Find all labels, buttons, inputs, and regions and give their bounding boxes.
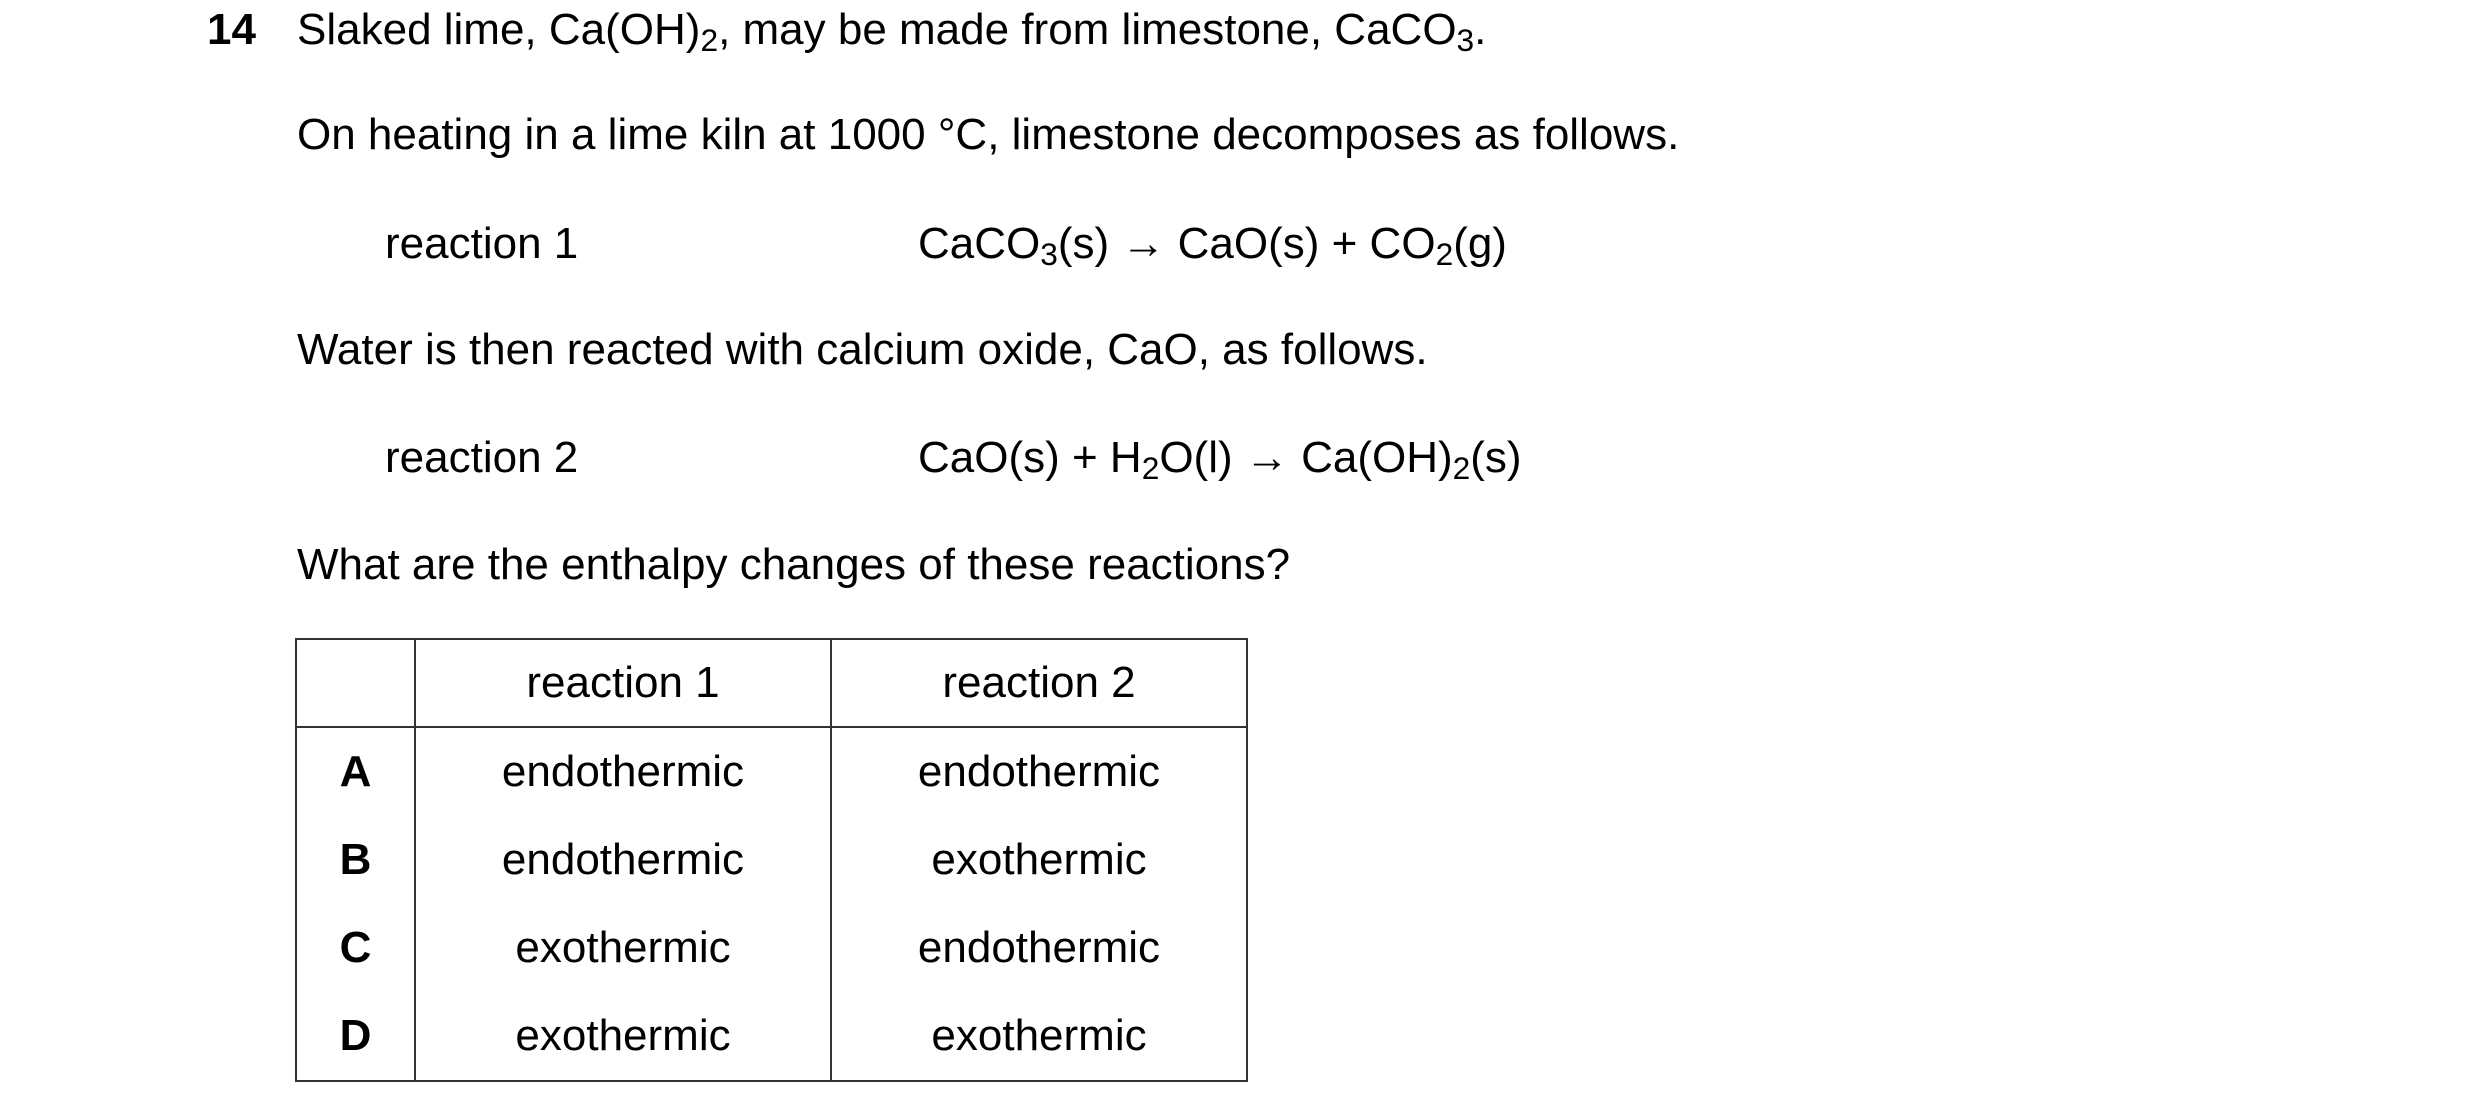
reaction-2-eq-sub-b: 2 [1452, 449, 1471, 486]
reaction-2-label: reaction 2 [385, 433, 579, 482]
reaction-1-equation [918, 219, 1507, 272]
option-reaction-2-cell: exothermic [831, 992, 1247, 1081]
options-table [295, 638, 1248, 1082]
reaction-2-equation [918, 433, 1522, 486]
option-reaction-1-cell: endothermic [415, 727, 831, 816]
header-empty-cell [296, 639, 415, 727]
option-row-d[interactable] [296, 992, 1247, 1081]
option-letter: D [296, 992, 415, 1081]
reaction-2-eq-part-a: CaO(s) + H [918, 433, 1142, 482]
intro-subscript-2: 3 [1456, 21, 1475, 58]
reaction-2-eq-part-c: (s) [1470, 433, 1522, 482]
reaction-2-eq-part-b: O(l) → Ca(OH) [1159, 433, 1453, 482]
reaction-1-label: reaction 1 [385, 219, 579, 268]
question-prompt: What are the enthalpy changes of these reactions? [297, 540, 1291, 589]
option-letter: C [296, 904, 415, 992]
header-reaction-2: reaction 2 [831, 639, 1247, 727]
option-letter: B [296, 816, 415, 904]
option-reaction-1-cell: endothermic [415, 816, 831, 904]
reaction-2-eq-sub-a: 2 [1141, 449, 1160, 486]
intro-text: Slaked lime, Ca(OH) [297, 5, 701, 54]
option-letter: A [296, 727, 415, 816]
option-reaction-1-cell: exothermic [415, 992, 831, 1081]
option-reaction-2-cell: endothermic [831, 904, 1247, 992]
reaction-1-eq-part-a: CaCO [918, 219, 1041, 268]
intro-subscript: 2 [700, 21, 719, 58]
option-row-a[interactable] [296, 727, 1247, 816]
option-reaction-1-cell: exothermic [415, 904, 831, 992]
question-number: 14 [207, 5, 256, 54]
water-text: Water is then reacted with calcium oxide, CaO, as follows. [297, 325, 1428, 374]
reaction-1-eq-part-b: (s) → CaO(s) + CO [1057, 219, 1436, 268]
reaction-1-eq-part-c: (g) [1453, 219, 1507, 268]
option-row-c[interactable] [296, 904, 1247, 992]
question-intro [297, 5, 1487, 58]
header-reaction-1: reaction 1 [415, 639, 831, 727]
intro-mid-text: , may be made from limestone, CaCO [718, 5, 1457, 54]
intro-end-text: . [1474, 5, 1487, 54]
option-reaction-2-cell: exothermic [831, 816, 1247, 904]
reaction-1-eq-sub-a: 3 [1040, 235, 1058, 272]
heating-text: On heating in a lime kiln at 1000 °C, limestone decomposes as follows. [297, 110, 1680, 159]
option-row-b[interactable] [296, 816, 1247, 904]
table-header-row [296, 639, 1247, 727]
reaction-1-eq-sub-b: 2 [1435, 235, 1454, 272]
option-reaction-2-cell: endothermic [831, 727, 1247, 816]
